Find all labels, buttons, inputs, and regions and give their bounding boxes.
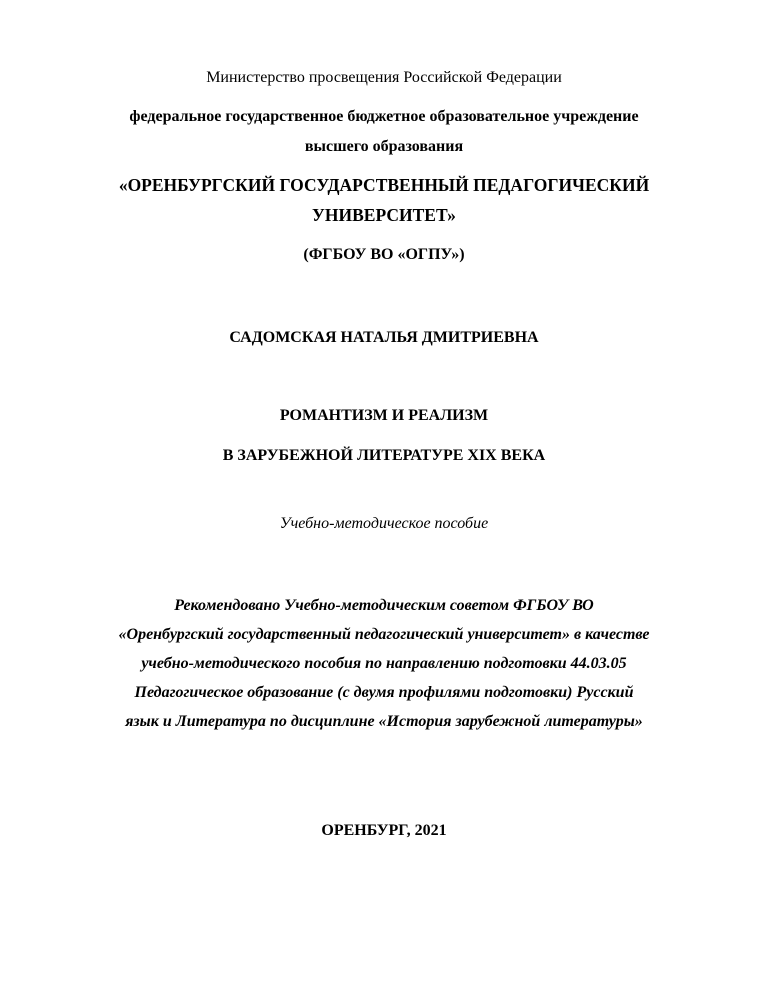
recommendation-line-1: Рекомендовано Учебно-методическим советом ФГБОУ ВО [174, 597, 594, 614]
city-year: ОРЕНБУРГ, 2021 [321, 822, 447, 839]
document-type: Учебно-методическое пособие [279, 515, 489, 532]
ministry-line: Министерство просвещения Российской Федерации [206, 69, 562, 86]
institution-type-line-1: федеральное государственное бюджетное образовательное учреждение [129, 108, 639, 125]
author-name: САДОМСКАЯ НАТАЛЬЯ ДМИТРИЕВНА [229, 329, 539, 346]
university-name-line-1: «ОРЕНБУРГСКИЙ ГОСУДАРСТВЕННЫЙ ПЕДАГОГИЧЕСКИЙ [118, 175, 650, 195]
recommendation-line-2: «Оренбургский государственный педагогический университет» в качестве [118, 626, 650, 643]
recommendation-line-3: учебно-методического пособия по направлению подготовки 44.03.05 [141, 655, 627, 672]
title-line-2: В ЗАРУБЕЖНОЙ ЛИТЕРАТУРЕ XIX ВЕКА [222, 447, 546, 464]
recommendation-line-4: Педагогическое образование (с двумя профилями подготовки) Русский [134, 684, 634, 701]
title-line-1: РОМАНТИЗМ И РЕАЛИЗМ [279, 407, 489, 424]
institution-type-line-2: высшего образования [304, 138, 464, 155]
recommendation-line-5: язык и Литература по дисциплине «История зарубежной литературы» [125, 713, 643, 730]
university-abbreviation: (ФГБОУ ВО «ОГПУ») [303, 246, 465, 263]
university-name-line-2: УНИВЕРСИТЕТ» [312, 205, 456, 225]
